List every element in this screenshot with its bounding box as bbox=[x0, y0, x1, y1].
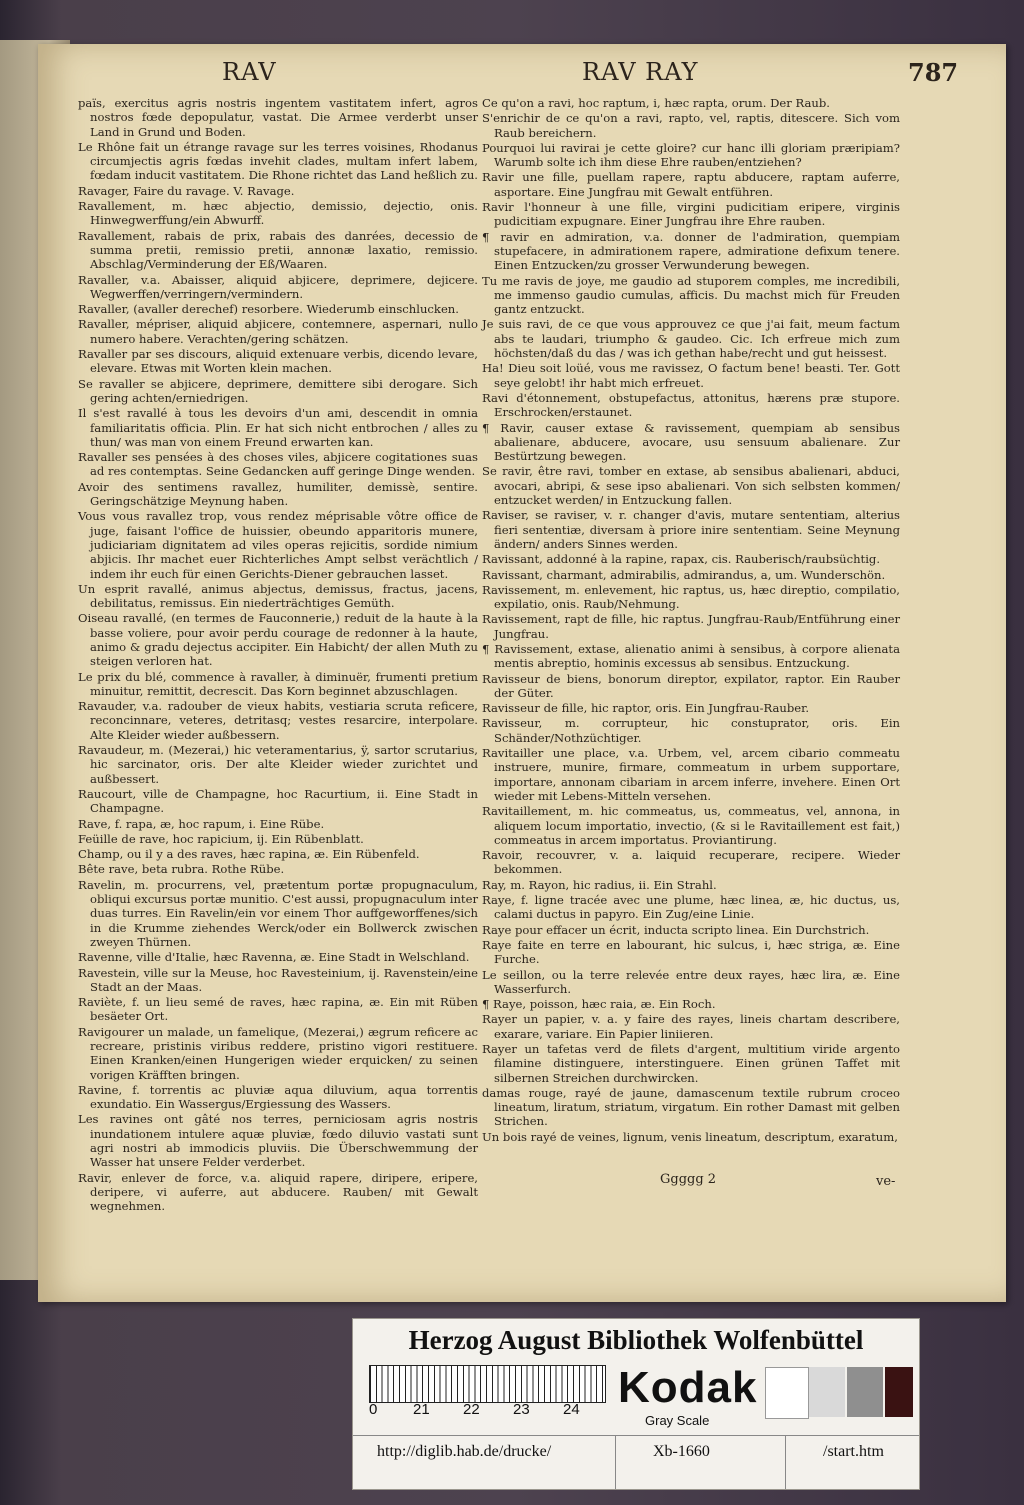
dictionary-entry: Raye faite en terre en labourant, hic sulcus, i, hæc striga, æ. Eine Furche. bbox=[482, 937, 900, 967]
dictionary-entry: Ravenne, ville d'Italie, hæc Ravenna, æ. Eine Stadt in Welschland. bbox=[78, 950, 470, 965]
dictionary-entry: ¶ ravir en admiration, v.a. donner de l'admiration, quempiam stupefacere, in admirationem rapere, admiratione defixum tenere. Einen Entzucken/zu grosser Verwunderung bewegen. bbox=[482, 229, 900, 273]
dictionary-entry: Ce qu'on a ravi, hoc raptum, i, hæc rapta, orum. Der Raub. bbox=[482, 96, 830, 110]
dictionary-entry: Vous vous ravallez trop, vous rendez méprisable vôtre office de juge, faisant l'office de huissier, obeundo apparitoris munere, judiciariam dignitatem ad viles operas rejicitis, sordide nimium abjicis. Ihr machet euer Richterliches Ampt selbst verächtlich / indem ihr euch für einen Gerichts-Diener gebrauchen lasset. bbox=[78, 509, 478, 581]
dictionary-entry: Champ, ou il y a des raves, hæc rapina, æ. Ein Rübenfeld. bbox=[78, 847, 420, 862]
dictionary-entry: Ravir, enlever de force, v.a. aliquid rapere, diripere, eripere, deripere, vi auferre, aut abducere. Rauben/ mit Gewalt wegnehmen. bbox=[78, 1170, 478, 1214]
gray-patch-light bbox=[809, 1367, 845, 1417]
dictionary-entry: Ravaller, v.a. Abaisser, aliquid abjicere, deprimere, dejicere. Wegwerffen/verringern/vermindern. bbox=[78, 272, 478, 301]
dictionary-entry: Un bois rayé de veines, lignum, venis lineatum, descriptum, exaratum, bbox=[482, 1129, 898, 1144]
ruler-label: 23 bbox=[513, 1401, 530, 1418]
ruler-labels bbox=[369, 1401, 609, 1421]
dictionary-entry: Ravauder, v.a. radouber de vieux habits, vestiaria scruta reficere, reconcinnare, veteres, detritasq; vestes resarcire, interpolare. Alte Kleider wieder außbessern. bbox=[78, 699, 478, 742]
card-divider bbox=[785, 1435, 786, 1489]
dictionary-entry: païs, exercitus agris nostris ingentem vastitatem infert, agros nostros fœde depopulatur, vastat. Die Armee verderbt unser Land in Grund und Boden. bbox=[78, 96, 478, 139]
dictionary-entry: Raye, f. ligne tracée avec une plume, hæc linea, æ, hic ductus, us, calami ductus in papyro. Ein Zug/eine Linie. bbox=[482, 893, 900, 922]
dictionary-entry: Ravaller par ses discours, aliquid extenuare verbis, dicendo levare, elevare. Etwas mit Worten klein machen. bbox=[78, 347, 478, 376]
ruler-label: 24 bbox=[563, 1401, 580, 1418]
dictionary-entry: Ravissant, addonné à la rapine, rapax, cis. Rauberisch/raubsüchtig. bbox=[482, 552, 881, 567]
dictionary-entry: Il s'est ravallé à tous les devoirs d'un ami, descendit in omnia familiaritatis officia. Plin. Er hat sich nicht entbrochen / alles zu thun/ was man von einem Freund erwarten kan. bbox=[78, 406, 478, 449]
ruler-label: 22 bbox=[463, 1401, 480, 1418]
running-head-right: RAV RAY bbox=[582, 58, 699, 86]
card-divider bbox=[615, 1435, 616, 1489]
dictionary-entry: Le seillon, ou la terre relevée entre deux rayes, hæc lira, æ. Eine Wasserfurch. bbox=[482, 967, 900, 996]
dictionary-entry: Oiseau ravallé, (en termes de Fauconnerie,) reduit de la haute à la basse voliere, pour avoir perdu courage de redonner à la haute, animo & gradu dejectus accipiter. Ein Habicht/ der allen Muth zu steigen verloren hat. bbox=[78, 611, 478, 669]
dictionary-entry: Ravine, f. torrentis ac pluviæ aqua diluvium, aqua torrentis exundatio. Ein Wassergus/Ergiessung des Wassers. bbox=[78, 1082, 478, 1112]
left-column bbox=[78, 96, 478, 1214]
dictionary-entry: Je suis ravi, de ce que vous approuvez ce que j'ai fait, meum factum abs te laudari, triumpho & gaudeo. Cic. Ich erfreue mich zum höchsten/daß du das / was ich gethan habe/recht und gut heissest. bbox=[482, 317, 900, 361]
dictionary-entry: Ravaller, (avaller derechef) resorbere. Wiederumb einschlucken. bbox=[78, 302, 459, 317]
dictionary-entry: Ravi d'étonnement, obstupefactus, attonitus, hærens præ stupore. Erschrocken/erstaunet. bbox=[482, 390, 900, 420]
dictionary-entry: Ravestein, ville sur la Meuse, hoc Ravesteinium, ij. Ravenstein/eine Stadt an der Maas. bbox=[78, 965, 478, 994]
dictionary-entry: Les ravines ont gâté nos terres, perniciosam agris nostris inundationem intulere aquæ pluviæ, fœdo diluvio vastati sunt agri nostri ab immodicis pluviis. Die Überschwemmung der Wasser hat unsere Felder verderbet. bbox=[78, 1112, 478, 1170]
dictionary-entry: Ravigourer un malade, un famelique, (Mezerai,) ægrum reficere ac recreare, pristinis viribus reddere, pristino vigori restituere. Einen Kranken/einen Hungerigen wieder erquicken/ zu seinen vorigen Kräfften bringen. bbox=[78, 1024, 478, 1082]
dictionary-entry: Ravir une fille, puellam rapere, raptu abducere, raptam auferre, asportare. Eine Jungfrau mit Gewalt entführen. bbox=[482, 170, 900, 199]
dictionary-entry: Se ravir, être ravi, tomber en extase, ab sensibus abalienari, abduci, avocari, abripi, & sese ipso abalienari. Von sich selbsten kommen/ entzucket werden/ in Entzuckung fallen. bbox=[482, 464, 900, 508]
dictionary-entry: Un esprit ravallé, animus abjectus, demissus, fractus, jacens, debilitatus, remissus. Ein niederträchtiges Gemüth. bbox=[78, 581, 478, 611]
card-title: Herzog August Bibliothek Wolfenbüttel bbox=[408, 1325, 864, 1355]
dictionary-entry: Raviète, f. un lieu semé de raves, hæc rapina, æ. Ein mit Rüben besäeter Ort. bbox=[78, 995, 478, 1024]
dictionary-entry: Ray, m. Rayon, hic radius, ii. Ein Strahl. bbox=[482, 877, 717, 892]
dictionary-entry: Ravelin, m. procurrens, vel, prætentum portæ propugnaculum, obliqui excursus portæ munitio. C'est aussi, propugnaculum inter duas turres. Ein Ravelin/ein vor einem Thor auffgeworffenes/sich in die Krumme ziehendes Werck/oder ein Bollwerck zwischen zweyen Thürnen. bbox=[78, 877, 478, 949]
dictionary-entry: Rave, f. rapa, æ, hoc rapum, i. Eine Rübe. bbox=[78, 816, 325, 831]
dictionary-entry: S'enrichir de ce qu'on a ravi, rapto, vel, raptis, ditescere. Sich vom Raub bereichern. bbox=[482, 111, 900, 140]
right-column bbox=[482, 96, 900, 1166]
dictionary-entry: Ravitailler une place, v.a. Urbem, vel, arcem cibario commeatu instruere, munire, firmare, commeatum in urbem supportare, importare, annonam cibariam in arcem inferre, invehere. Einen Ort wieder mit Lebens-Mitteln versehen. bbox=[482, 746, 900, 803]
dictionary-entry: Ravaller ses pensées à des choses viles, abjicere cogitationes suas ad res contemptas. Seine Gedancken auff geringe Dinge wenden. bbox=[78, 450, 478, 479]
dictionary-entry: Ravager, Faire du ravage. V. Ravage. bbox=[78, 183, 295, 198]
card-divider bbox=[353, 1435, 919, 1436]
dictionary-entry: Ravisseur de fille, hic raptor, oris. Ein Jungfrau-Rauber. bbox=[482, 701, 810, 716]
digital-library-url: http://diglib.hab.de/drucke/ bbox=[377, 1443, 552, 1460]
kodak-logo: Kodak bbox=[618, 1363, 758, 1412]
dictionary-entry: damas rouge, rayé de jaune, damascenum textile rubrum croceo lineatum, liratum, striatum, virgatum. Ein rother Damast mit gelben Strichen. bbox=[482, 1085, 900, 1129]
dictionary-entry: Rayer un tafetas verd de filets d'argent, multitium viride argento filamine distinguere, interstinguere. Einen grünen Taffet mit silbernen Streichen durchwircken. bbox=[482, 1042, 900, 1085]
dictionary-entry: Ravitaillement, m. hic commeatus, us, commeatus, vel, annona, in aliquem locum importatio, invectio, (& si le Ravitaillement est fait,) commeatus in arcem importatus. Proviantirung. bbox=[482, 804, 900, 847]
dictionary-entry: Rayer un papier, v. a. y faire des rayes, lineis chartam describere, exarare, variare. Ein Papier liniieren. bbox=[482, 1012, 900, 1041]
gray-patch-mid bbox=[847, 1367, 883, 1417]
dictionary-entry: Le prix du blé, commence à ravaller, à diminuër, frumenti pretium minuitur, remittit, decrescit. Das Korn beginnet abzuschlagen. bbox=[78, 669, 478, 698]
dictionary-entry: Ravisseur de biens, bonorum direptor, expilator, raptor. Ein Rauber der Güter. bbox=[482, 671, 900, 700]
dictionary-entry: Ravissant, charmant, admirabilis, admirandus, a, um. Wunderschön. bbox=[482, 567, 886, 582]
shelfmark: Xb-1660 bbox=[653, 1443, 710, 1460]
dictionary-entry: Raviser, se raviser, v. r. changer d'avis, mutare sententiam, alterius fieri sententiæ, diversam à priore inire sententiam. Seine Meynung ändern/ anders Sinnes werden. bbox=[482, 508, 900, 551]
scale-ruler bbox=[369, 1365, 606, 1403]
dictionary-entry: Se ravaller se abjicere, deprimere, demittere sibi derogare. Sich gering achten/erniedrigen. bbox=[78, 376, 478, 405]
dictionary-entry: Avoir des sentimens ravallez, humiliter, demissè, sentire. Geringschätzige Meynung haben. bbox=[78, 479, 478, 509]
dictionary-entry: Ravisseur, m. corrupteur, hic constuprator, oris. Ein Schänder/Nothzüchtiger. bbox=[482, 716, 900, 745]
dictionary-entry: Tu me ravis de joye, me gaudio ad stuporem comples, me incredibili, me immenso gaudio cumulas, afficis. Du machst mich für Freuden gantz entzuckt. bbox=[482, 273, 900, 317]
running-head-left: RAV bbox=[222, 58, 277, 86]
page-number: 787 bbox=[908, 58, 959, 87]
dictionary-entry: ¶ Ravir, causer extase & ravissement, quempiam ab sensibus abalienare, abducere, avocare, usu sensuum abalienare. Zur Bestürtzung bewegen. bbox=[482, 420, 900, 464]
dictionary-entry: Ravir l'honneur à une fille, virgini pudicitiam eripere, virginis pudicitiam expugnare. Einer Jungfrau ihre Ehre rauben. bbox=[482, 200, 900, 229]
dictionary-entry: Raye pour effacer un écrit, inducta scripto linea. Ein Durchstrich. bbox=[482, 922, 870, 937]
signature-mark: Ggggg 2 bbox=[660, 1172, 717, 1187]
dictionary-entry: Ravissement, rapt de fille, hic raptus. Jungfrau-Raub/Entführung einer Jungfrau. bbox=[482, 612, 900, 641]
ruler-label: 0 bbox=[369, 1401, 378, 1418]
dictionary-entry: Raucourt, ville de Champagne, hoc Racurtium, ii. Eine Stadt in Champagne. bbox=[78, 786, 478, 816]
dictionary-entry: Bête rave, beta rubra. Rothe Rübe. bbox=[78, 862, 285, 877]
gray-patch-white bbox=[765, 1367, 809, 1419]
dictionary-entry: Pourquoi lui ravirai je cette gloire? cur hanc illi gloriam præripiam? Warumb solte ich ihm diese Ehre rauben/entziehen? bbox=[482, 140, 900, 170]
dictionary-entry: Ravoir, recouvrer, v. a. laiquid recuperare, recipere. Wieder bekommen. bbox=[482, 848, 900, 877]
library-calibration-card bbox=[352, 1318, 920, 1490]
dictionary-entry: ¶ Raye, poisson, hæc raia, æ. Ein Roch. bbox=[482, 997, 716, 1012]
gray-scale-label: Gray Scale bbox=[645, 1413, 710, 1428]
catchword: ve- bbox=[876, 1174, 896, 1189]
dictionary-entry: Ravaller, mépriser, aliquid abjicere, contemnere, aspernari, nullo numero habere. Verachten/gering schätzen. bbox=[78, 317, 478, 346]
dictionary-entry: Ravaudeur, m. (Mezerai,) hic veteramentarius, ÿ, sartor scrutarius, hic sarcinator, oris. Der alte Kleider wieder zurichtet und außbessert. bbox=[78, 743, 478, 786]
gray-patch-dark bbox=[885, 1367, 913, 1417]
ruler-label: 21 bbox=[413, 1401, 430, 1418]
dictionary-entry: Le Rhône fait un étrange ravage sur les terres voisines, Rhodanus circumjectis agris fœdas invehit clades, multam infert labem, fœdam inducit vastitatem. Die Rhone richtet das Land heßlich zu. bbox=[78, 139, 478, 183]
dictionary-entry: Ravissement, m. enlevement, hic raptus, us, hæc direptio, compilatio, expilatio, onis. Raub/Nehmung. bbox=[482, 582, 900, 612]
dictionary-entry: Ha! Dieu soit loüé, vous me ravissez, O factum bene! beasti. Ter. Gott seye gelobt! ihr habt mich erfreuet. bbox=[482, 361, 900, 390]
dictionary-entry: ¶ Ravissement, extase, alienatio animi à sensibus, à corpore alienata mentis abreptio, hominis excessus ab sensibus. Entzuckung. bbox=[482, 641, 900, 671]
url-suffix: /start.htm bbox=[823, 1443, 884, 1460]
dictionary-entry: Feüille de rave, hoc rapicium, ij. Ein Rübenblatt. bbox=[78, 831, 364, 846]
dictionary-entry: Ravallement, rabais de prix, rabais des danrées, decessio de summa pretii, remissio pretii, annonæ laxatio, remissio. Abschlag/Verminderung der Eß/Waaren. bbox=[78, 228, 478, 272]
dictionary-entry: Ravallement, m. hæc abjectio, demissio, dejectio, onis. Hinwegwerffung/ein Abwurff. bbox=[78, 199, 478, 228]
